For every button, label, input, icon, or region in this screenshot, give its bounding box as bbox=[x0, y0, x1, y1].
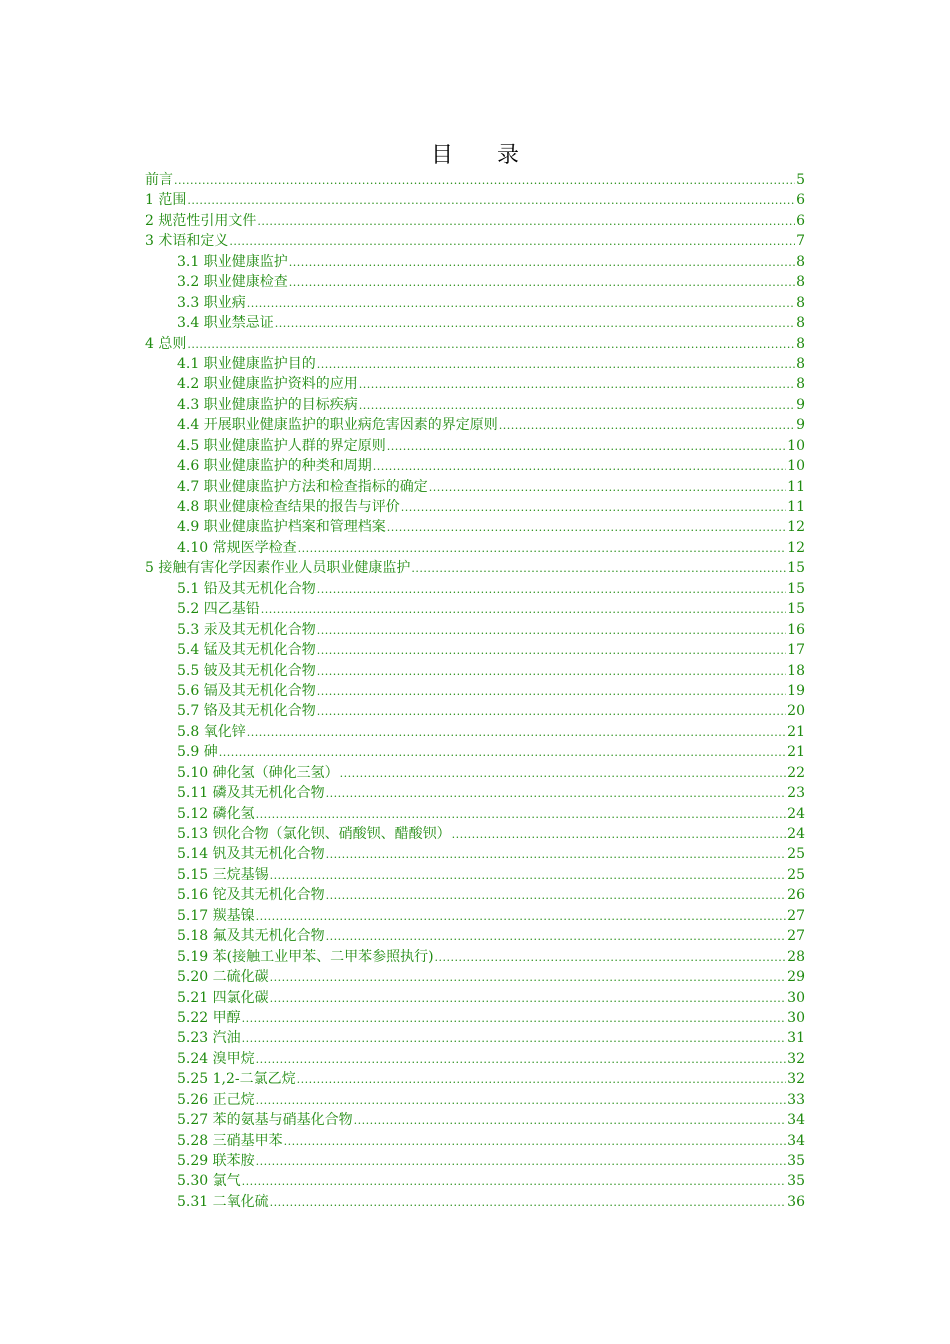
toc-entry[interactable] bbox=[145, 926, 805, 946]
toc-entry[interactable] bbox=[145, 1008, 805, 1028]
toc-entry[interactable] bbox=[145, 599, 805, 619]
toc-entry-page-number: 5 bbox=[796, 172, 805, 188]
toc-entry-label: 5.21 四氯化碳 bbox=[177, 989, 269, 1006]
toc-entry-label: 前言 bbox=[145, 172, 173, 188]
toc-dot-leader bbox=[242, 1029, 787, 1048]
toc-entry-page-number: 8 bbox=[796, 253, 805, 270]
toc-entry-label: 2 规范性引用文件 bbox=[145, 212, 257, 229]
toc-dot-leader bbox=[326, 886, 787, 905]
toc-dot-leader bbox=[219, 743, 786, 762]
toc-entry-label: 5.2 四乙基铅 bbox=[177, 601, 260, 618]
toc-entry[interactable] bbox=[145, 374, 805, 394]
toc-entry-label: 5.6 镉及其无机化合物 bbox=[177, 682, 316, 699]
toc-entry-page-number: 30 bbox=[787, 1009, 805, 1026]
toc-entry[interactable] bbox=[145, 1131, 805, 1151]
toc-entry-label: 4.9 职业健康监护档案和管理档案 bbox=[177, 519, 386, 536]
toc-dot-leader bbox=[229, 232, 795, 251]
toc-entry-label: 5.29 联苯胺 bbox=[177, 1153, 255, 1169]
toc-entry-label: 5.16 铊及其无机化合物 bbox=[177, 887, 325, 904]
toc-dot-leader bbox=[174, 171, 795, 190]
toc-entry-label: 5.24 溴甲烷 bbox=[177, 1050, 255, 1067]
toc-entry-label: 5.9 砷 bbox=[177, 744, 218, 761]
toc-dot-leader bbox=[317, 580, 786, 599]
toc-entry[interactable] bbox=[145, 783, 805, 803]
toc-entry-page-number: 28 bbox=[787, 948, 805, 965]
toc-entry-page-number: 10 bbox=[787, 458, 805, 475]
toc-entry-label: 5.14 钒及其无机化合物 bbox=[177, 846, 325, 863]
toc-entry[interactable] bbox=[145, 231, 805, 251]
toc-entry-page-number: 9 bbox=[796, 396, 805, 413]
toc-dot-leader bbox=[187, 191, 795, 210]
toc-entry-page-number: 16 bbox=[787, 621, 805, 638]
toc-entry-label: 5.5 铍及其无机化合物 bbox=[177, 662, 316, 679]
toc-dot-leader bbox=[257, 212, 795, 231]
toc-dot-leader bbox=[340, 764, 787, 783]
toc-dot-leader bbox=[317, 621, 786, 640]
toc-entry[interactable] bbox=[145, 334, 805, 354]
toc-entry[interactable] bbox=[145, 477, 805, 497]
toc-entry[interactable] bbox=[145, 211, 805, 231]
toc-entry-label: 4.4 开展职业健康监护的职业病危害因素的界定原则 bbox=[177, 417, 498, 434]
toc-dot-leader bbox=[270, 989, 787, 1008]
toc-entry-page-number: 9 bbox=[796, 417, 805, 434]
toc-entry[interactable] bbox=[145, 1192, 805, 1212]
toc-entry-label: 5.30 氯气 bbox=[177, 1173, 241, 1190]
toc-dot-leader bbox=[247, 294, 795, 313]
table-of-contents bbox=[145, 170, 805, 1212]
toc-entry[interactable] bbox=[145, 722, 805, 742]
toc-entry[interactable] bbox=[145, 170, 805, 190]
toc-entry-label: 4.3 职业健康监护的目标疾病 bbox=[177, 396, 358, 413]
toc-dot-leader bbox=[297, 1070, 787, 1089]
toc-entry-page-number: 6 bbox=[796, 212, 805, 229]
toc-entry-page-number: 18 bbox=[787, 662, 805, 679]
toc-entry-page-number: 26 bbox=[787, 887, 805, 904]
toc-entry-label: 5.8 氧化锌 bbox=[177, 723, 246, 740]
toc-dot-leader bbox=[261, 600, 786, 619]
toc-entry-page-number: 27 bbox=[787, 928, 805, 945]
toc-entry[interactable] bbox=[145, 436, 805, 456]
toc-entry-label: 1 范围 bbox=[145, 192, 187, 209]
toc-dot-leader bbox=[187, 335, 795, 354]
toc-entry[interactable] bbox=[145, 947, 805, 967]
toc-entry-page-number: 32 bbox=[787, 1071, 805, 1088]
toc-entry-page-number: 32 bbox=[787, 1050, 805, 1067]
toc-entry-page-number: 34 bbox=[787, 1132, 805, 1149]
toc-entry-page-number: 15 bbox=[787, 601, 805, 618]
toc-dot-leader bbox=[387, 437, 786, 456]
toc-entry-label: 4.6 职业健康监护的种类和周期 bbox=[177, 458, 372, 475]
toc-dot-leader bbox=[256, 1091, 787, 1110]
toc-entry-page-number: 31 bbox=[787, 1030, 805, 1047]
toc-dot-leader bbox=[317, 682, 786, 701]
toc-dot-leader bbox=[275, 314, 795, 333]
toc-dot-leader bbox=[256, 805, 787, 824]
toc-entry-page-number: 8 bbox=[796, 315, 805, 332]
toc-entry-page-number: 33 bbox=[787, 1091, 805, 1108]
toc-entry-page-number: 25 bbox=[787, 866, 805, 883]
toc-entry[interactable] bbox=[145, 497, 805, 517]
toc-entry-page-number: 21 bbox=[787, 744, 805, 761]
toc-dot-leader bbox=[326, 845, 787, 864]
toc-entry[interactable] bbox=[145, 701, 805, 721]
toc-entry[interactable] bbox=[145, 640, 805, 660]
toc-entry-page-number: 8 bbox=[796, 376, 805, 393]
toc-entry-page-number: 19 bbox=[787, 682, 805, 699]
toc-entry-page-number: 36 bbox=[787, 1193, 805, 1210]
toc-dot-leader bbox=[317, 355, 795, 374]
toc-entry-page-number: 15 bbox=[787, 560, 805, 577]
toc-entry-label: 4.1 职业健康监护目的 bbox=[177, 355, 316, 372]
toc-entry-label: 4 总则 bbox=[145, 335, 187, 352]
toc-dot-leader bbox=[401, 498, 786, 517]
toc-dot-leader bbox=[289, 273, 795, 292]
toc-entry-page-number: 8 bbox=[796, 294, 805, 311]
toc-entry[interactable] bbox=[145, 661, 805, 681]
toc-entry[interactable] bbox=[145, 763, 805, 783]
toc-entry-label: 5.19 苯(接触工业甲苯、二甲苯参照执行) bbox=[177, 948, 434, 965]
toc-entry-page-number: 24 bbox=[787, 805, 805, 822]
toc-entry-page-number: 27 bbox=[787, 907, 805, 924]
toc-entry-label: 5.13 钡化合物（氯化钡、硝酸钡、醋酸钡） bbox=[177, 826, 451, 842]
title-char-left: 目 bbox=[430, 143, 453, 168]
toc-entry[interactable] bbox=[145, 456, 805, 476]
toc-entry-label: 5.10 砷化氢（砷化三氢） bbox=[177, 764, 339, 781]
toc-dot-leader bbox=[452, 825, 787, 844]
toc-entry[interactable] bbox=[145, 252, 805, 272]
toc-entry[interactable] bbox=[145, 558, 805, 578]
toc-entry[interactable] bbox=[145, 742, 805, 762]
toc-entry-label: 5.23 汽油 bbox=[177, 1030, 241, 1047]
toc-dot-leader bbox=[373, 457, 786, 476]
toc-entry-page-number: 15 bbox=[787, 580, 805, 597]
toc-entry-label: 4.10 常规医学检查 bbox=[177, 539, 297, 556]
toc-entry-page-number: 11 bbox=[787, 499, 805, 515]
toc-entry[interactable] bbox=[145, 395, 805, 415]
toc-entry[interactable] bbox=[145, 517, 805, 537]
toc-dot-leader bbox=[326, 927, 787, 946]
toc-entry-page-number: 29 bbox=[787, 969, 805, 986]
toc-entry[interactable] bbox=[145, 579, 805, 599]
toc-entry-label: 5.4 锰及其无机化合物 bbox=[177, 642, 316, 659]
toc-entry-label: 3.2 职业健康检查 bbox=[177, 274, 288, 291]
toc-dot-leader bbox=[256, 1050, 787, 1069]
toc-dot-leader bbox=[435, 948, 787, 967]
toc-dot-leader bbox=[359, 375, 795, 394]
toc-entry[interactable] bbox=[145, 1028, 805, 1048]
toc-dot-leader bbox=[256, 907, 787, 926]
toc-entry-page-number: 8 bbox=[796, 274, 805, 291]
toc-entry[interactable] bbox=[145, 1171, 805, 1191]
toc-entry-label: 4.7 职业健康监护方法和检查指标的确定 bbox=[177, 478, 428, 495]
toc-entry-page-number: 21 bbox=[787, 723, 805, 740]
toc-dot-leader bbox=[387, 518, 786, 537]
toc-entry[interactable] bbox=[145, 844, 805, 864]
toc-entry-label: 5 接触有害化学因素作业人员职业健康监护 bbox=[145, 560, 411, 577]
toc-entry-page-number: 30 bbox=[787, 989, 805, 1006]
toc-entry[interactable] bbox=[145, 620, 805, 640]
toc-entry-page-number: 8 bbox=[796, 355, 805, 372]
page-title bbox=[0, 142, 950, 170]
toc-dot-leader bbox=[317, 702, 786, 721]
toc-entry-page-number: 6 bbox=[796, 192, 805, 209]
toc-entry-label: 5.25 1,2-二氯乙烷 bbox=[177, 1071, 296, 1088]
toc-dot-leader bbox=[429, 478, 786, 497]
toc-entry-page-number: 20 bbox=[787, 703, 805, 720]
toc-dot-leader bbox=[499, 416, 795, 435]
toc-entry-page-number: 11 bbox=[787, 478, 805, 495]
toc-entry-page-number: 24 bbox=[787, 826, 805, 842]
toc-entry-page-number: 7 bbox=[796, 233, 805, 250]
toc-dot-leader bbox=[411, 559, 786, 578]
toc-entry[interactable] bbox=[145, 354, 805, 374]
toc-entry-label: 4.8 职业健康检查结果的报告与评价 bbox=[177, 499, 400, 515]
toc-entry-label: 5.1 铅及其无机化合物 bbox=[177, 580, 316, 597]
toc-entry[interactable] bbox=[145, 272, 805, 292]
toc-entry-label: 5.7 铬及其无机化合物 bbox=[177, 703, 316, 720]
toc-entry[interactable] bbox=[145, 293, 805, 313]
toc-dot-leader bbox=[317, 662, 786, 681]
toc-entry-label: 5.31 二氧化硫 bbox=[177, 1193, 269, 1210]
toc-entry-label: 5.20 二硫化碳 bbox=[177, 969, 269, 986]
toc-entry-page-number: 34 bbox=[787, 1112, 805, 1129]
toc-entry-label: 3.1 职业健康监护 bbox=[177, 253, 288, 270]
toc-dot-leader bbox=[270, 1193, 787, 1212]
toc-entry-label: 5.12 磷化氢 bbox=[177, 805, 255, 822]
toc-entry-page-number: 25 bbox=[787, 846, 805, 863]
toc-dot-leader bbox=[289, 253, 795, 272]
toc-dot-leader bbox=[270, 968, 787, 987]
toc-entry-label: 4.5 职业健康监护人群的界定原则 bbox=[177, 437, 386, 454]
toc-dot-leader bbox=[326, 784, 787, 803]
toc-dot-leader bbox=[359, 396, 795, 415]
toc-entry-page-number: 8 bbox=[796, 335, 805, 352]
toc-entry[interactable] bbox=[145, 1110, 805, 1130]
toc-dot-leader bbox=[317, 641, 786, 660]
toc-dot-leader bbox=[298, 539, 787, 558]
toc-dot-leader bbox=[354, 1111, 787, 1130]
toc-dot-leader bbox=[284, 1132, 787, 1151]
toc-entry-label: 3 术语和定义 bbox=[145, 233, 229, 250]
toc-entry[interactable] bbox=[145, 967, 805, 987]
toc-entry-label: 5.15 三烷基锡 bbox=[177, 866, 269, 883]
toc-dot-leader bbox=[242, 1009, 787, 1028]
toc-entry-label: 5.11 磷及其无机化合物 bbox=[177, 785, 325, 802]
toc-entry-label: 3.3 职业病 bbox=[177, 294, 246, 311]
toc-entry[interactable] bbox=[145, 804, 805, 824]
title-char-right: 录 bbox=[497, 143, 520, 168]
toc-entry-page-number: 12 bbox=[787, 519, 805, 536]
toc-entry-label: 5.18 氟及其无机化合物 bbox=[177, 928, 325, 945]
toc-entry[interactable] bbox=[145, 415, 805, 435]
toc-entry-label: 5.26 正己烷 bbox=[177, 1091, 255, 1108]
toc-entry-page-number: 17 bbox=[787, 642, 805, 659]
toc-dot-leader bbox=[270, 866, 787, 885]
toc-entry[interactable] bbox=[145, 1151, 805, 1171]
toc-entry[interactable] bbox=[145, 1069, 805, 1089]
toc-entry-label: 5.27 苯的氨基与硝基化合物 bbox=[177, 1112, 353, 1129]
toc-entry-page-number: 22 bbox=[787, 764, 805, 781]
toc-entry[interactable] bbox=[145, 1049, 805, 1069]
toc-entry-label: 3.4 职业禁忌证 bbox=[177, 315, 274, 332]
toc-entry[interactable] bbox=[145, 190, 805, 210]
toc-entry-page-number: 12 bbox=[787, 539, 805, 556]
toc-entry-page-number: 23 bbox=[787, 785, 805, 802]
toc-dot-leader bbox=[247, 723, 786, 742]
toc-entry[interactable] bbox=[145, 824, 805, 844]
toc-entry[interactable] bbox=[145, 906, 805, 926]
toc-entry-page-number: 35 bbox=[787, 1173, 805, 1190]
toc-entry-label: 4.2 职业健康监护资料的应用 bbox=[177, 376, 358, 393]
toc-entry[interactable] bbox=[145, 538, 805, 558]
toc-entry[interactable] bbox=[145, 988, 805, 1008]
toc-entry[interactable] bbox=[145, 865, 805, 885]
toc-entry-label: 5.3 汞及其无机化合物 bbox=[177, 621, 316, 638]
toc-entry[interactable] bbox=[145, 681, 805, 701]
toc-entry[interactable] bbox=[145, 1090, 805, 1110]
toc-entry-label: 5.22 甲醇 bbox=[177, 1009, 241, 1026]
toc-entry-page-number: 10 bbox=[787, 437, 805, 454]
toc-entry[interactable] bbox=[145, 885, 805, 905]
toc-dot-leader bbox=[256, 1152, 787, 1171]
toc-entry-label: 5.28 三硝基甲苯 bbox=[177, 1132, 283, 1149]
toc-entry-page-number: 35 bbox=[787, 1153, 805, 1169]
toc-dot-leader bbox=[242, 1172, 787, 1191]
toc-entry-label: 5.17 羰基镍 bbox=[177, 907, 255, 924]
toc-entry[interactable] bbox=[145, 313, 805, 333]
